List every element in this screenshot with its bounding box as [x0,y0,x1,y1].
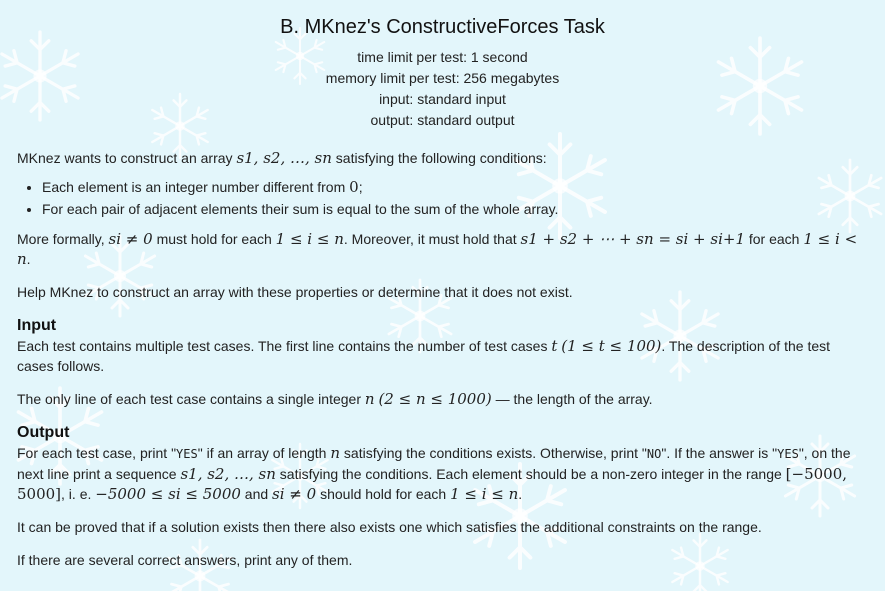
input-heading: Input [17,317,57,334]
output-paragraph-1: For each test case, print "YES" if an array of length n satisfying the conditions exists. Otherwise, print "NO". If the answer is "YES", on the next line print a sequence s1, s2, …, sn satisfying the conditions. Each element should be a non-zero integer in the range [−5000, 5000], i. e. −5000 ≤ si ≤ 5000 and si ≠ 0 should hold for each 1 ≤ i ≤ n. [17,444,851,503]
condition-item: • For each pair of adjacent elements their sum is equal to the sum of the whole array. [42,198,868,220]
problem-statement [0,16,885,570]
formal-paragraph: More formally, si ≠ 0 must hold for each 1 ≤ i ≤ n. Moreover, it must hold that s1 + s2 + ⋯ + sn = si + si+1 for each 1 ≤ i < n. [17,230,858,268]
input-paragraph-1: Each test contains multiple test cases. The first line contains the number of test cases t (1 ≤ t ≤ 100). The description of the test cases follows. [17,337,831,374]
time-limit: time limit per test: 1 second [357,49,528,65]
conditions-list [17,176,868,220]
problem-limits [17,47,868,131]
input-spec: input: standard input [379,91,506,107]
condition-item: • Each element is an integer number different from 0; [42,176,868,198]
help-paragraph: Help MKnez to construct an array with these properties or determine that it does not exist. [17,284,573,300]
problem-title: B. MKnez's ConstructiveForces Task [280,16,605,38]
output-heading: Output [17,424,70,441]
output-paragraph-2: It can be proved that if a solution exists then there also exists one which satisfies the additional constraints on the range. [17,519,762,535]
output-paragraph-3: If there are several correct answers, print any of them. [17,552,353,568]
input-paragraph-2: The only line of each test case contains a single integer n (2 ≤ n ≤ 1000) — the length of the array. [17,390,653,408]
memory-limit: memory limit per test: 256 megabytes [325,70,560,86]
intro-paragraph: MKnez wants to construct an array s1, s2, …, sn satisfying the following conditions: [17,149,547,167]
output-spec: output: standard output [370,112,515,128]
